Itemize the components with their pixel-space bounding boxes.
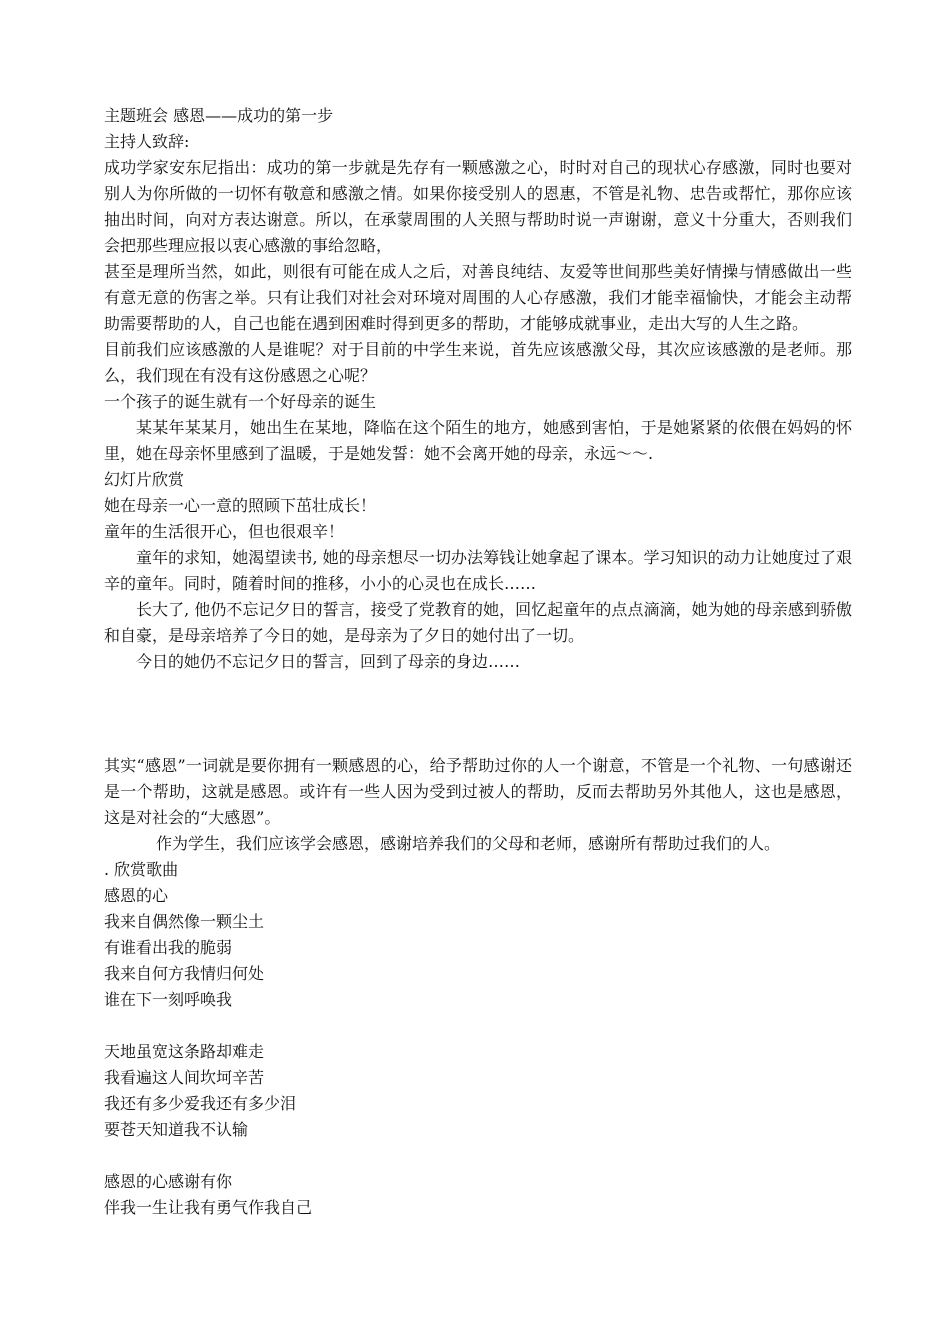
song-title: 感恩的心 xyxy=(104,886,169,905)
slide-line-2: 童年的生活很开心，但也很艰辛！ xyxy=(104,522,345,541)
lyric-line: 要苍天知道我不认输 xyxy=(104,1120,249,1139)
gratitude-paragraph: 其实“感恩”一词就是要你拥有一颗感恩的心，给予帮助过你的人一个谢意，不管是一个礼物、一句感谢还是一个帮助，这就是感恩。或许有一些人因为受到过被人的帮助，反而去帮助另外其他人，这也是感恩，这是对社会的“大感恩”。 xyxy=(104,756,852,827)
lyric-line: 天地虽宽这条路却难走 xyxy=(104,1042,265,1061)
lyric-line: 我来自偶然像一颗尘土 xyxy=(104,912,265,931)
student-paragraph: 作为学生，我们应该学会感恩，感谢培养我们的父母和老师，感谢所有帮助过我们的人。 xyxy=(156,834,781,853)
document-title: 主题班会 感恩——成功的第一步 xyxy=(104,106,334,125)
slides-heading: 幻灯片欣赏 xyxy=(104,470,185,489)
intro-paragraph-1: 成功学家安东尼指出：成功的第一步就是先存有一颗感激之心，时时对自己的现状心存感激，同时也要对别人为你所做的一切怀有敬意和感激之情。如果你接受别人的恩惠，不管是礼物、忠告或帮忙，那你应该抽出时间，向对方表达谢意。所以，在承蒙周围的人关照与帮助时说一声谢谢，意义十分重大，否则我们会把那些理应报以衷心感激的事给忽略， xyxy=(104,158,852,255)
story-paragraph-3: 长大了, 他仍不忘记夕日的誓言，接受了党教育的她，回忆起童年的点点滴滴，她为她的母亲感到骄傲和自豪，是母亲培养了今日的她，是母亲为了夕日的她付出了一切。 xyxy=(104,600,852,645)
lyric-line: 我看遍这人间坎坷辛苦 xyxy=(104,1068,265,1087)
intro-paragraph-2: 甚至是理所当然，如此，则很有可能在成人之后，对善良纯结、友爱等世间那些美好情操与情感做出一些有意无意的伤害之举。只有让我们对社会对环境对周围的人心存感激，我们才能幸福愉快，才能会主动帮助需要帮助的人，自己也能在遇到困难时得到更多的帮助，才能够成就事业，走出大写的人生之路。 xyxy=(104,262,852,333)
lyric-line: 我来自何方我情归何处 xyxy=(104,964,265,983)
host-heading: 主持人致辞: xyxy=(104,132,190,151)
stanza-break xyxy=(104,1143,852,1169)
lyric-line: 感恩的心感谢有你 xyxy=(104,1172,233,1191)
story-paragraph-4: 今日的她仍不忘记夕日的誓言，回到了母亲的身边…… xyxy=(136,652,521,671)
lyric-line: 谁在下一刻呼唤我 xyxy=(104,990,233,1009)
lyric-line: 我还有多少爱我还有多少泪 xyxy=(104,1094,297,1113)
story-paragraph-1: 某某年某某月，她出生在某地，降临在这个陌生的地方，她感到害怕，于是她紧紧的依偎在妈妈的怀里，她在母亲怀里感到了温暖，于是她发誓：她不会离开她的母亲，永远～～. xyxy=(104,418,852,463)
document-body xyxy=(104,103,852,1221)
spacer xyxy=(104,675,852,753)
question-paragraph: 目前我们应该感激的人是谁呢？对于目前的中学生来说，首先应该感激父母，其次应该感激的是老师。那么，我们现在有没有这份感恩之心呢？ xyxy=(104,340,852,385)
lyric-line: 有谁看出我的脆弱 xyxy=(104,938,233,957)
story-paragraph-2: 童年的求知，她渴望读书, 她的母亲想尽一切办法筹钱让她拿起了课本。学习知识的动力让她度过了艰辛的童年。同时，随着时间的推移，小小的心灵也在成长…… xyxy=(104,548,852,593)
stanza-break xyxy=(104,1013,852,1039)
slide-line-1: 她在母亲一心一意的照顾下茁壮成长！ xyxy=(104,496,377,515)
lyric-line: 伴我一生让我有勇气作我自己 xyxy=(104,1198,313,1217)
song-heading: . 欣赏歌曲 xyxy=(104,860,179,879)
section-heading: 一个孩子的诞生就有一个好母亲的诞生 xyxy=(104,392,377,411)
